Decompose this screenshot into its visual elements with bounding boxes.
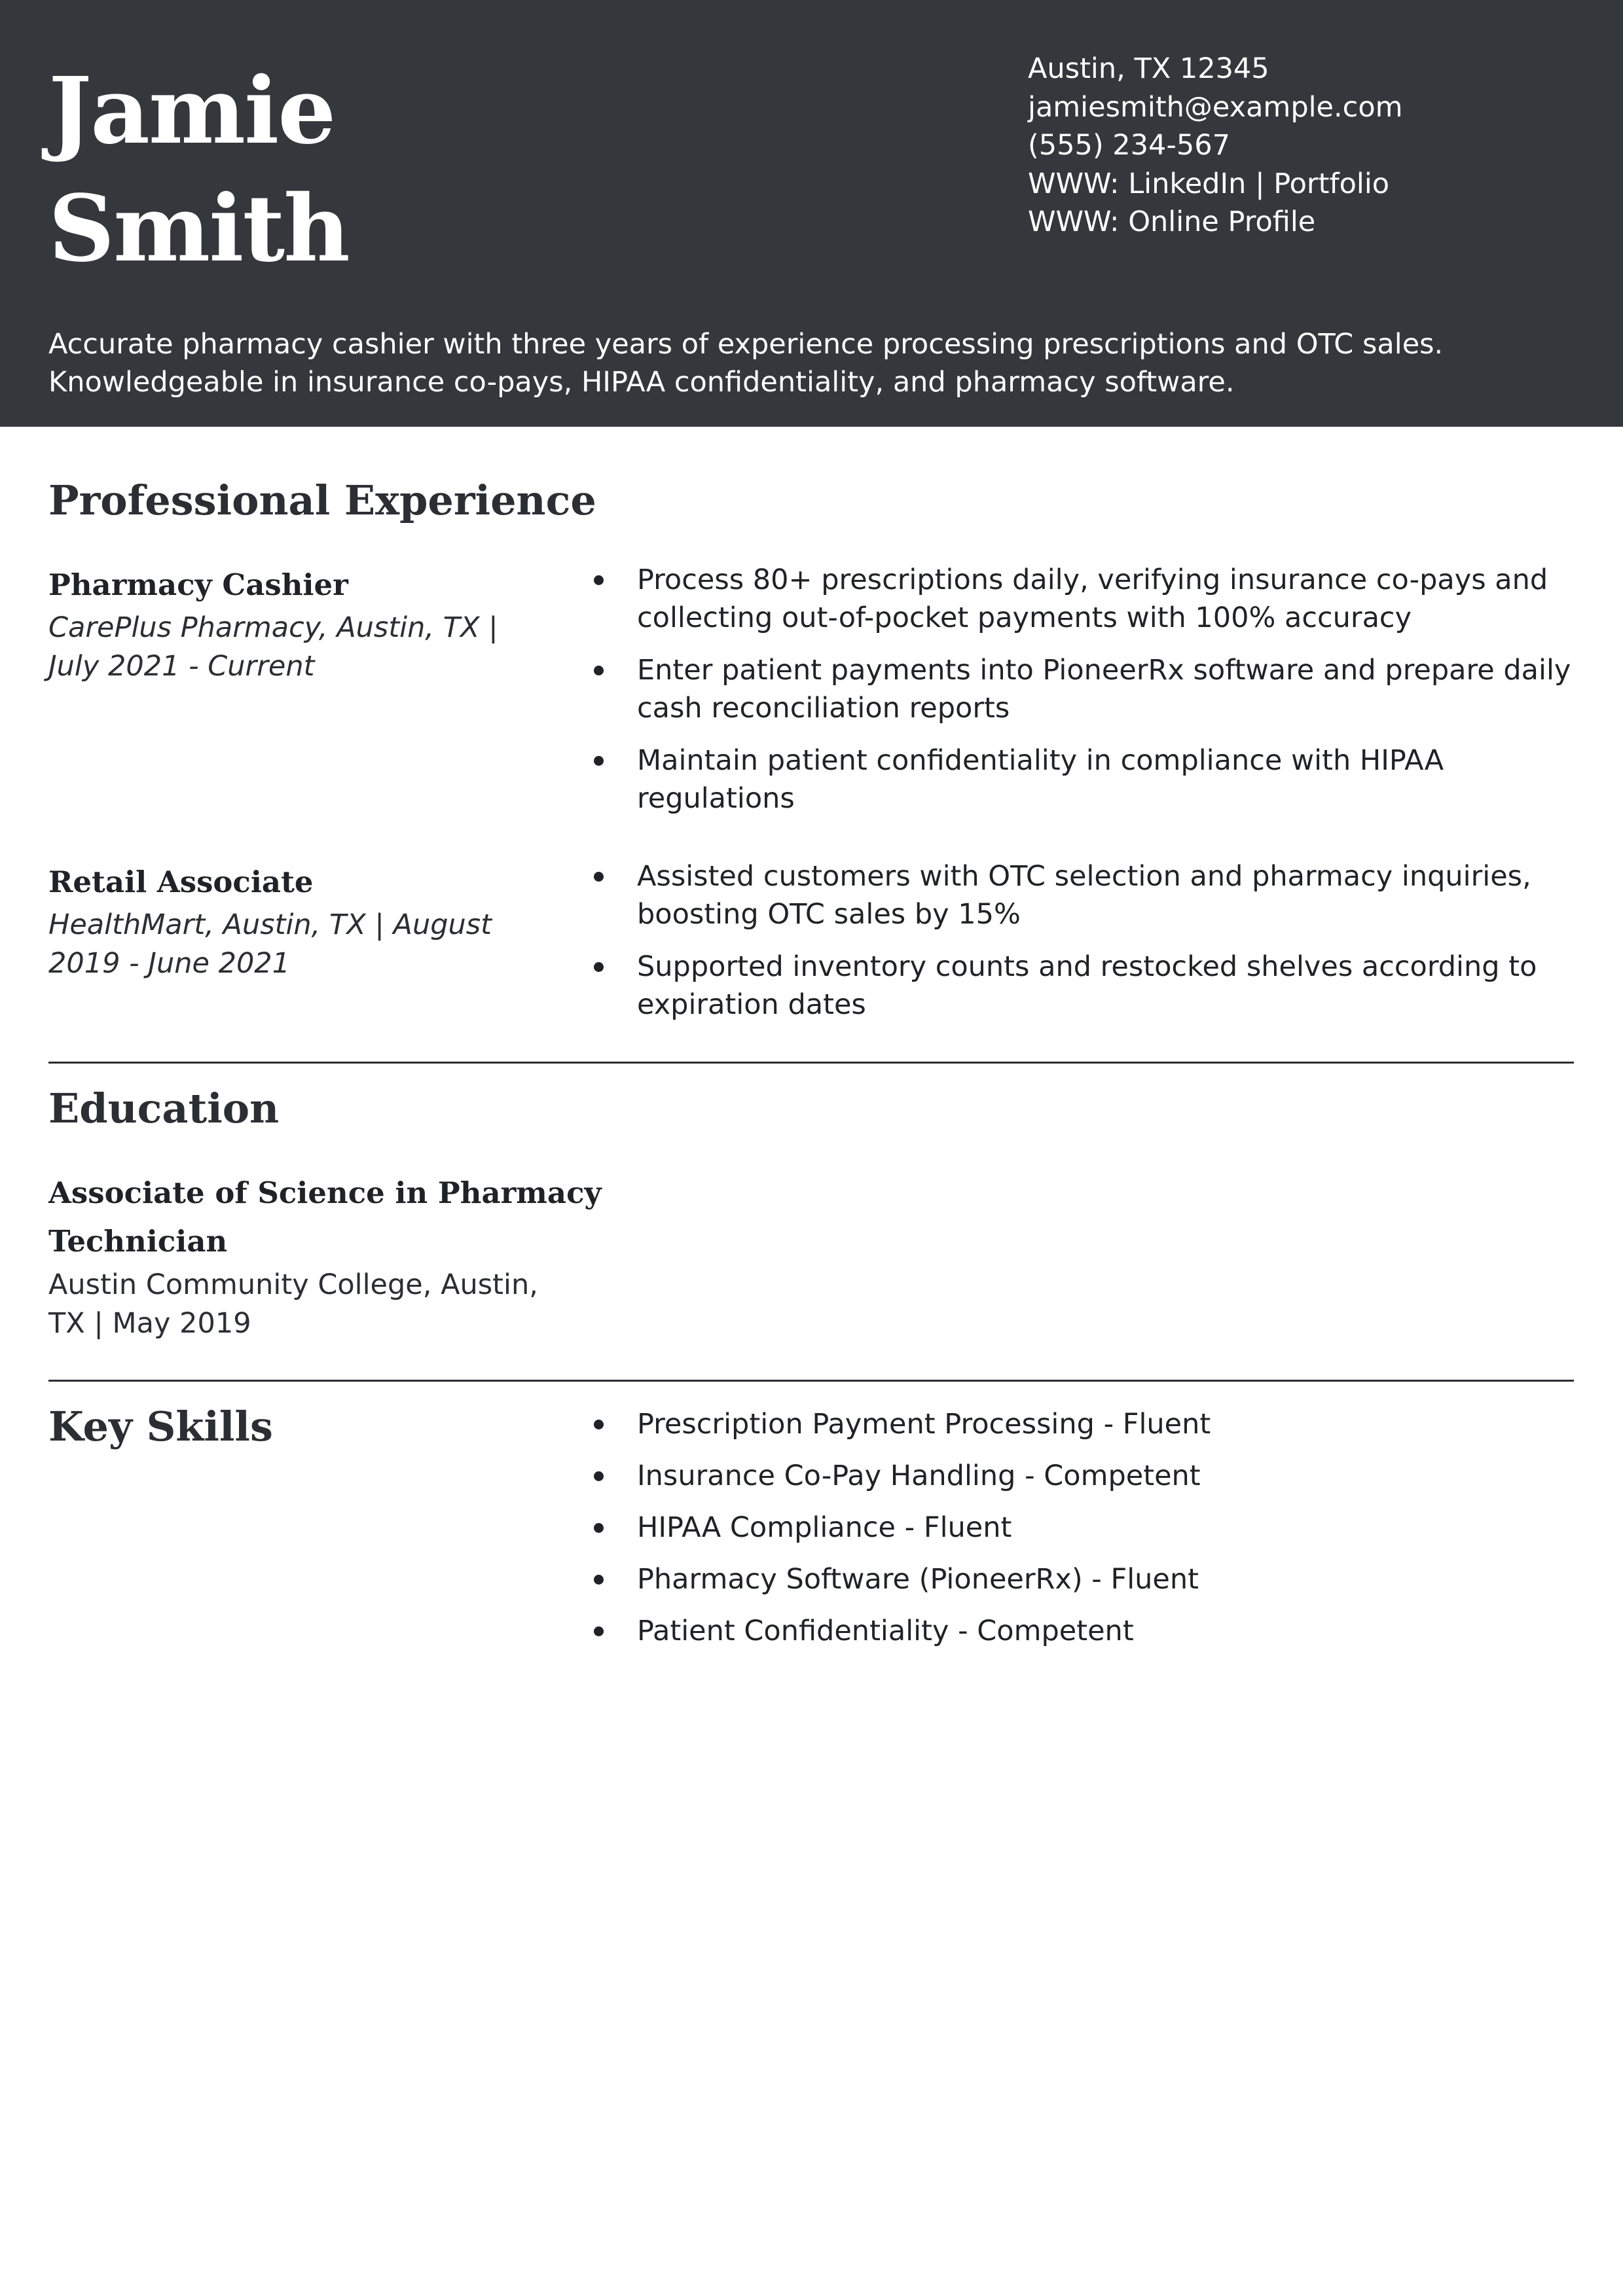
- job-title: Retail Associate: [48, 865, 314, 899]
- last-name: Smith: [48, 175, 349, 283]
- skill-item: Prescription Payment Processing - Fluent: [593, 1405, 1575, 1443]
- degree-line: Associate of Science in Pharmacy: [48, 1175, 602, 1210]
- job-meta-line: July 2021 - Current: [48, 650, 315, 683]
- section-divider: [48, 1380, 1574, 1382]
- skill-item: HIPAA Compliance - Fluent: [593, 1509, 1575, 1547]
- bullet-item: Assisted customers with OTC selection and pharmacy inquiries, boosting OTC sales by 15%: [593, 857, 1575, 933]
- job-meta-line: 2019 - June 2021: [48, 947, 291, 980]
- school-line: Austin Community College, Austin,: [48, 1268, 538, 1301]
- first-name: Jamie: [48, 58, 335, 165]
- contact-info: [1028, 50, 1403, 242]
- skill-item: Pharmacy Software (PioneerRx) - Fluent: [593, 1560, 1575, 1598]
- bullet-item: Enter patient payments into PioneerRx software and prepare daily cash reconciliation reports: [593, 651, 1575, 727]
- contact-address: Austin, TX 12345: [1028, 52, 1269, 85]
- job-bullets: [593, 561, 1575, 832]
- skills-list: [593, 1405, 1575, 1664]
- contact-links[interactable]: WWW: LinkedIn | Portfolio: [1028, 167, 1390, 200]
- job-meta-line: CarePlus Pharmacy, Austin, TX |: [48, 611, 498, 644]
- candidate-name: [48, 52, 349, 288]
- experience-heading: Professional Experience: [48, 476, 596, 524]
- skills-heading: Key Skills: [48, 1403, 273, 1450]
- summary-text: Accurate pharmacy cashier with three years of experience processing prescriptions and OTC sales. Knowledgeable in insurance co-pays, HIPAA confidentiality, and pharmacy software.: [48, 328, 1444, 399]
- job-meta: [48, 906, 546, 983]
- bullet-item: Process 80+ prescriptions daily, verifying insurance co-pays and collecting out-of-pocket payments with 100% accuracy: [593, 561, 1575, 637]
- skill-item: Insurance Co-Pay Handling - Competent: [593, 1457, 1575, 1495]
- contact-phone: (555) 234-567: [1028, 129, 1230, 162]
- job-meta: [48, 609, 546, 686]
- degree-line: Technician: [48, 1224, 228, 1259]
- job-bullets: [593, 857, 1575, 1038]
- section-divider: [48, 1062, 1574, 1064]
- contact-profile[interactable]: WWW: Online Profile: [1028, 206, 1316, 238]
- school-line: TX | May 2019: [48, 1307, 251, 1340]
- contact-email[interactable]: jamiesmith@example.com: [1028, 90, 1403, 124]
- bullet-item: Supported inventory counts and restocked shelves according to expiration dates: [593, 948, 1575, 1024]
- school-info: [48, 1266, 546, 1343]
- skill-item: Patient Confidentiality - Competent: [593, 1612, 1575, 1650]
- degree-title: [48, 1169, 602, 1266]
- job-meta-line: HealthMart, Austin, TX | August: [48, 908, 492, 941]
- education-heading: Education: [48, 1085, 280, 1132]
- job-title: Pharmacy Cashier: [48, 567, 348, 602]
- bullet-item: Maintain patient confidentiality in compliance with HIPAA regulations: [593, 742, 1575, 817]
- resume-header: [0, 0, 1623, 427]
